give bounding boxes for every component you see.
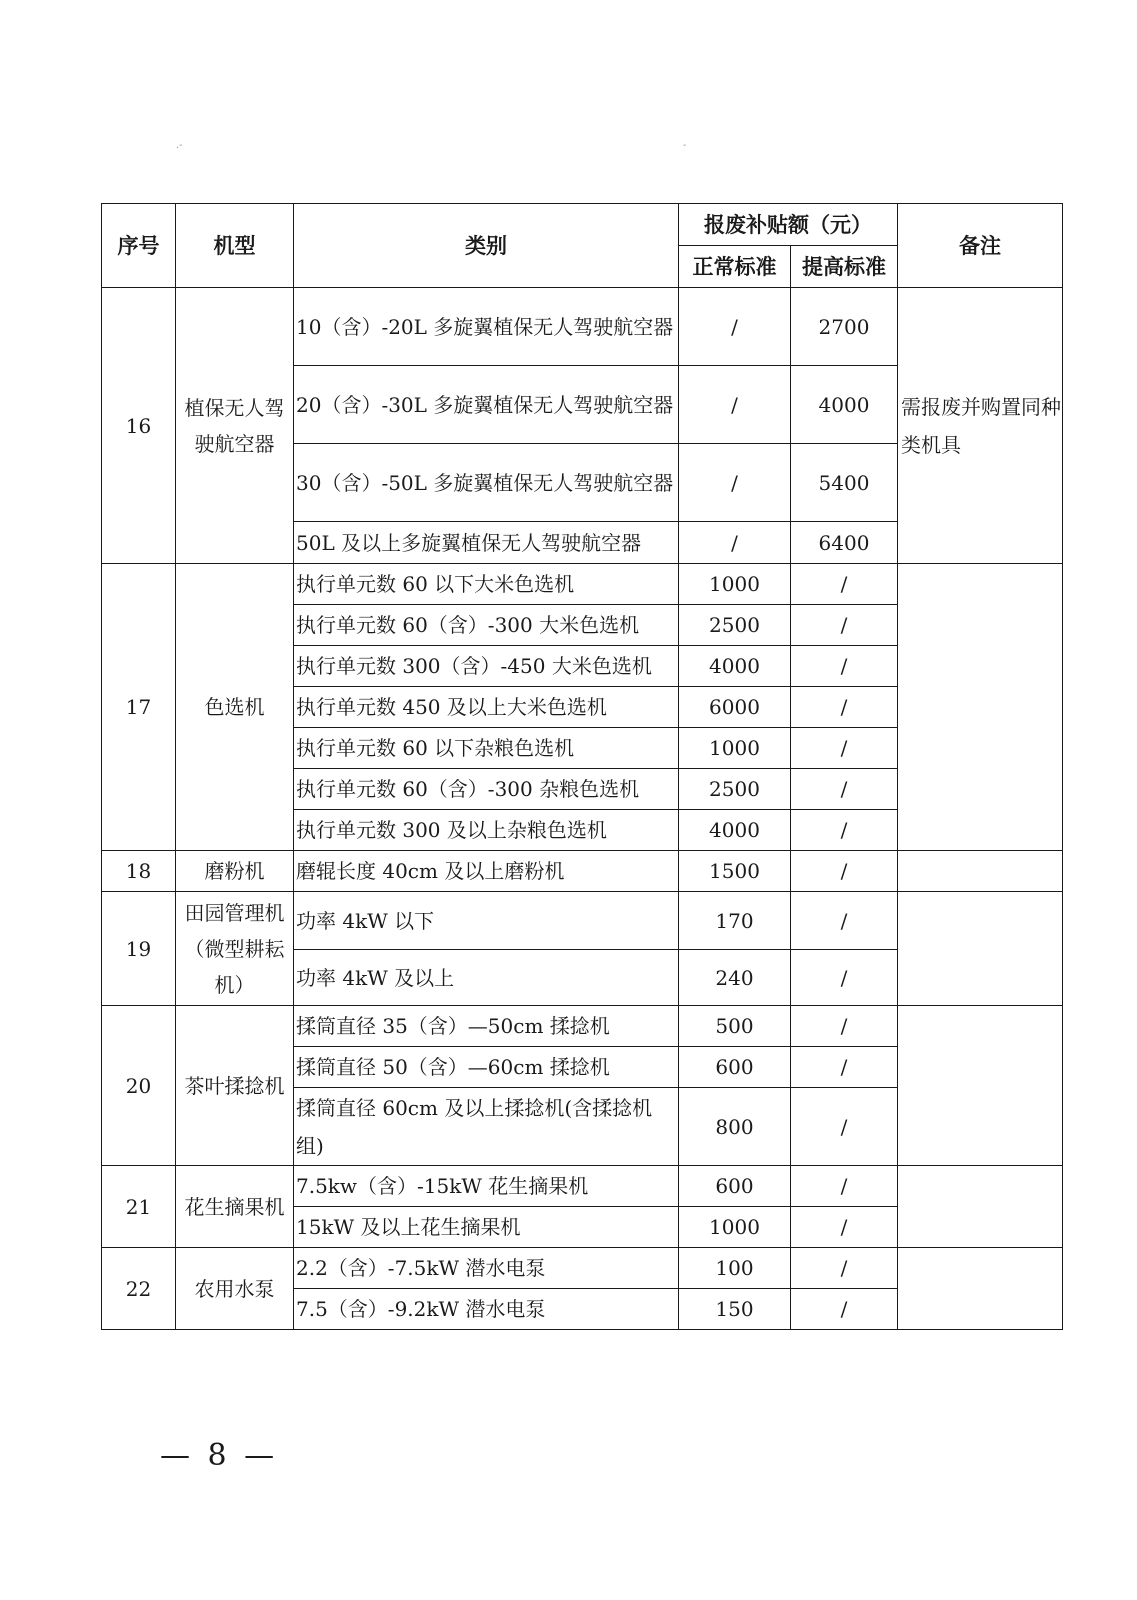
row-category: 执行单元数 300 及以上杂粮色选机 xyxy=(294,810,679,851)
row-normal: 800 xyxy=(679,1088,791,1166)
table-row xyxy=(102,892,1063,950)
row-normal: / xyxy=(679,366,791,444)
row-remark xyxy=(898,1248,1063,1330)
row-category: 功率 4kW 以下 xyxy=(294,892,679,950)
row-category: 2.2（含）-7.5kW 潜水电泵 xyxy=(294,1248,679,1289)
row-raised: / xyxy=(791,1207,898,1248)
header-subsidy: 报废补贴额（元） xyxy=(679,204,898,246)
scan-mark: - xyxy=(683,140,687,151)
table-row xyxy=(102,851,1063,892)
row-seq: 16 xyxy=(102,288,176,564)
row-raised: / xyxy=(791,851,898,892)
row-model-name: 植保无人驾驶航空器 xyxy=(176,288,294,564)
row-normal: 150 xyxy=(679,1289,791,1330)
scan-mark: .- xyxy=(176,140,183,151)
header-remark: 备注 xyxy=(898,204,1063,288)
row-category: 7.5kw（含）-15kW 花生摘果机 xyxy=(294,1166,679,1207)
row-category: 功率 4kW 及以上 xyxy=(294,950,679,1006)
row-normal: 4000 xyxy=(679,646,791,687)
row-remark xyxy=(898,892,1063,1006)
row-category: 50L 及以上多旋翼植保无人驾驶航空器 xyxy=(294,522,679,564)
row-category: 执行单元数 60 以下大米色选机 xyxy=(294,564,679,605)
row-category: 执行单元数 60（含）-300 大米色选机 xyxy=(294,605,679,646)
row-remark xyxy=(898,1006,1063,1166)
row-normal: 170 xyxy=(679,892,791,950)
row-category: 执行单元数 300（含）-450 大米色选机 xyxy=(294,646,679,687)
row-category: 揉筒直径 50（含）—60cm 揉捻机 xyxy=(294,1047,679,1088)
row-normal: 100 xyxy=(679,1248,791,1289)
row-raised: / xyxy=(791,1248,898,1289)
row-category: 执行单元数 450 及以上大米色选机 xyxy=(294,687,679,728)
row-category: 揉筒直径 35（含）—50cm 揉捻机 xyxy=(294,1006,679,1047)
row-normal: 2500 xyxy=(679,605,791,646)
row-normal: 1000 xyxy=(679,1207,791,1248)
row-category: 15kW 及以上花生摘果机 xyxy=(294,1207,679,1248)
row-normal: 2500 xyxy=(679,769,791,810)
row-raised: / xyxy=(791,810,898,851)
row-normal: 6000 xyxy=(679,687,791,728)
row-raised: / xyxy=(791,892,898,950)
header-seq: 序号 xyxy=(102,204,176,288)
header-category: 类别 xyxy=(294,204,679,288)
row-model-name: 磨粉机 xyxy=(176,851,294,892)
row-model-name: 农用水泵 xyxy=(176,1248,294,1330)
row-raised: / xyxy=(791,605,898,646)
row-raised: / xyxy=(791,1047,898,1088)
row-raised: 5400 xyxy=(791,444,898,522)
row-category: 执行单元数 60（含）-300 杂粮色选机 xyxy=(294,769,679,810)
row-normal: 240 xyxy=(679,950,791,1006)
row-category: 30（含）-50L 多旋翼植保无人驾驶航空器 xyxy=(294,444,679,522)
row-category: 20（含）-30L 多旋翼植保无人驾驶航空器 xyxy=(294,366,679,444)
table-row xyxy=(102,1006,1063,1047)
row-category: 执行单元数 60 以下杂粮色选机 xyxy=(294,728,679,769)
row-raised: / xyxy=(791,728,898,769)
row-remark xyxy=(898,851,1063,892)
row-raised: / xyxy=(791,1289,898,1330)
row-normal: 600 xyxy=(679,1047,791,1088)
row-remark xyxy=(898,1166,1063,1248)
row-raised: 4000 xyxy=(791,366,898,444)
row-normal: / xyxy=(679,444,791,522)
row-normal: 1000 xyxy=(679,564,791,605)
row-model-name: 茶叶揉捻机 xyxy=(176,1006,294,1166)
row-category: 揉筒直径 60cm 及以上揉捻机(含揉捻机组) xyxy=(294,1088,679,1166)
row-category: 10（含）-20L 多旋翼植保无人驾驶航空器 xyxy=(294,288,679,366)
row-category: 7.5（含）-9.2kW 潜水电泵 xyxy=(294,1289,679,1330)
row-raised: / xyxy=(791,1166,898,1207)
table-row xyxy=(102,1248,1063,1289)
row-model-name: 花生摘果机 xyxy=(176,1166,294,1248)
table-row xyxy=(102,288,1063,366)
row-seq: 20 xyxy=(102,1006,176,1166)
row-model-name: 田园管理机（微型耕耘机） xyxy=(176,892,294,1006)
row-normal: 1500 xyxy=(679,851,791,892)
row-seq: 22 xyxy=(102,1248,176,1330)
row-normal: / xyxy=(679,522,791,564)
row-normal: / xyxy=(679,288,791,366)
row-category: 磨辊长度 40cm 及以上磨粉机 xyxy=(294,851,679,892)
row-raised: 6400 xyxy=(791,522,898,564)
row-remark xyxy=(898,564,1063,851)
subsidy-table xyxy=(101,203,1063,1330)
table-row xyxy=(102,564,1063,605)
row-raised: / xyxy=(791,1006,898,1047)
header-normal: 正常标准 xyxy=(679,246,791,288)
row-remark: 需报废并购置同种类机具 xyxy=(898,288,1063,564)
header-model: 机型 xyxy=(176,204,294,288)
row-raised: / xyxy=(791,564,898,605)
table-header xyxy=(102,204,1063,288)
row-seq: 18 xyxy=(102,851,176,892)
row-raised: / xyxy=(791,646,898,687)
table-row xyxy=(102,1166,1063,1207)
row-seq: 19 xyxy=(102,892,176,1006)
row-raised: / xyxy=(791,1088,898,1166)
row-raised: / xyxy=(791,687,898,728)
row-raised: 2700 xyxy=(791,288,898,366)
row-normal: 1000 xyxy=(679,728,791,769)
row-seq: 17 xyxy=(102,564,176,851)
row-normal: 600 xyxy=(679,1166,791,1207)
row-raised: / xyxy=(791,769,898,810)
row-normal: 500 xyxy=(679,1006,791,1047)
row-raised: / xyxy=(791,950,898,1006)
header-raised: 提高标准 xyxy=(791,246,898,288)
row-model-name: 色选机 xyxy=(176,564,294,851)
row-normal: 4000 xyxy=(679,810,791,851)
page-number: — 8 — xyxy=(160,1438,279,1473)
row-seq: 21 xyxy=(102,1166,176,1248)
